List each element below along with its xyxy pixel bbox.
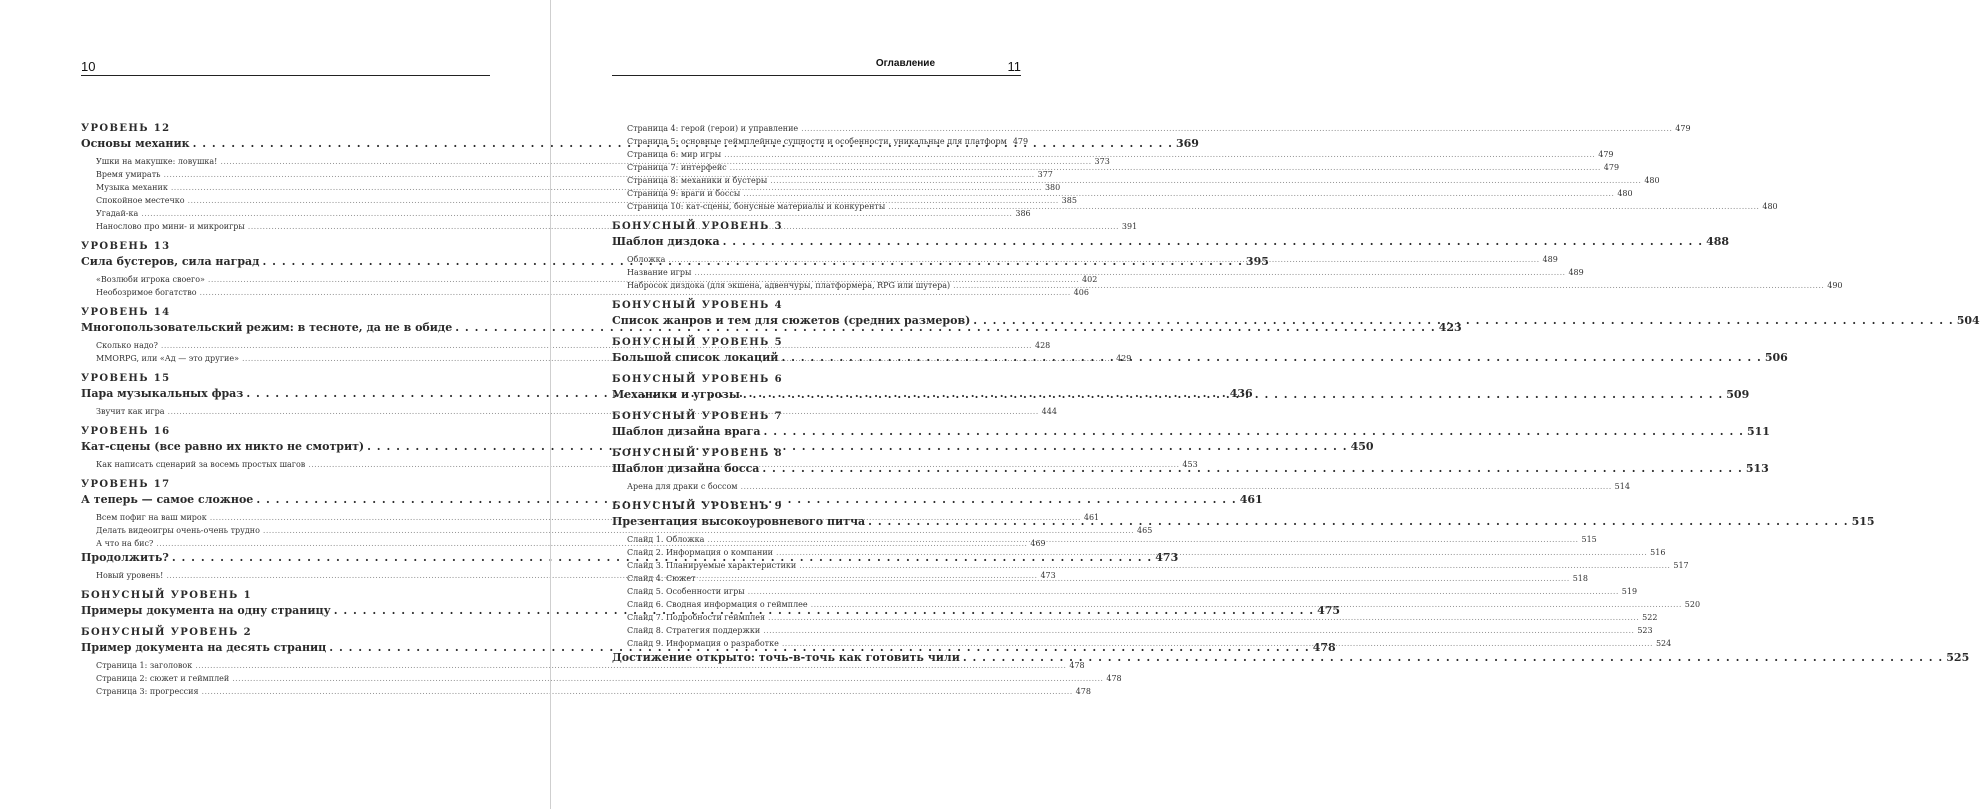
- subentry-title: Страница 3: прогрессия: [96, 687, 199, 696]
- chapter-title: Список жанров и тем для сюжетов (средних размеров): [612, 314, 971, 327]
- subentry-title: Набросок диздока (для экшена, адвенчуры, платформера, RPG или шутера): [627, 281, 951, 290]
- toc-spacer: [612, 366, 1021, 373]
- subentry-page-number: 479: [1598, 150, 1614, 159]
- subentry-title: Страница 4: герой (герои) и управление: [627, 124, 799, 133]
- dot-leader: [799, 559, 1670, 572]
- chapter-title: Продолжить?: [81, 551, 169, 564]
- chapter-title: Шаблон дизайна врага: [612, 425, 761, 438]
- subentry-title: Угадай-ка: [96, 209, 139, 218]
- toc-level-heading: БОНУСНЫЙ УРОВЕНЬ 9: [612, 501, 783, 512]
- subentry-page-number: 402: [1082, 275, 1098, 284]
- subentry-title: Страница 5: основные геймплейные сущности и особенности, уникальные для платформ: [627, 137, 1007, 146]
- toc-spacer: [612, 292, 1021, 299]
- subentry-page-number: 444: [1041, 407, 1057, 416]
- dot-leader: [694, 266, 1565, 279]
- subentry-title: Страница 9: враги и боссы: [627, 189, 741, 198]
- subentry-title: Слайд 9. Информация о разработке: [627, 639, 779, 648]
- subentry-page-number: 479: [1603, 163, 1620, 172]
- toc-level-heading: БОНУСНЫЙ УРОВЕНЬ 7: [612, 411, 783, 422]
- subentry-title: Как написать сценарий за восемь простых шагов: [96, 460, 306, 469]
- subentry-title: «Возлюби игрока своего»: [96, 275, 205, 284]
- dot-leader: [973, 313, 1953, 329]
- subentry-page-number: 480: [1617, 189, 1633, 198]
- chapter-page-number: 461: [1239, 493, 1263, 506]
- subentry-page-number: 429: [1116, 354, 1132, 363]
- toc-subentry: [612, 266, 1584, 279]
- subentry-title: Слайд 6. Сводная информация о геймплее: [627, 600, 808, 609]
- subentry-page-number: 428: [1035, 341, 1051, 350]
- subentry-title: Всем пофиг на ваш мирок: [96, 513, 207, 522]
- toc-spacer: [612, 329, 1021, 336]
- toc-spacer: [81, 418, 490, 425]
- subentry-page-number: 480: [1644, 176, 1660, 185]
- subentry-title: MMORPG, или «Ад — это другие»: [96, 354, 239, 363]
- right-page-header: [612, 58, 1021, 76]
- chapter-title: Достижение открыто: точь-в-точь как готовить чили: [612, 651, 960, 664]
- dot-leader: [730, 161, 1601, 174]
- subentry-title: Название игры: [627, 268, 692, 277]
- toc-spacer: [81, 233, 490, 240]
- subentry-title: Слайд 8. Стратегия поддержки: [627, 626, 761, 635]
- subentry-page-number: 479: [1012, 137, 1029, 146]
- toc-subentry: [81, 685, 1091, 698]
- subentry-page-number: 489: [1542, 255, 1558, 264]
- toc-subentry: [612, 148, 1614, 161]
- dot-leader: [699, 572, 1570, 585]
- toc-spacer: [81, 619, 490, 626]
- toc-level-heading: УРОВЕНЬ 14: [81, 307, 171, 318]
- subentry-page-number: 453: [1182, 460, 1198, 469]
- subentry-title: Новый уровень!: [96, 571, 164, 580]
- chapter-page-number: 369: [1175, 137, 1199, 150]
- subentry-page-number: 385: [1061, 196, 1077, 205]
- chapter-page-number: 509: [1726, 388, 1750, 401]
- dot-leader: [743, 187, 1614, 200]
- subentry-page-number: 479: [1675, 124, 1691, 133]
- dot-leader: [723, 234, 1703, 250]
- subentry-page-number: 406: [1073, 288, 1089, 297]
- toc-subentry: [81, 672, 1122, 685]
- toc-subentry: [612, 624, 1653, 637]
- subentry-title: Страница 10: кат-сцены, бонусные материалы и конкуренты: [627, 202, 886, 211]
- toc-subentry: [81, 659, 1085, 672]
- chapter-title: Пример документа на десять страниц: [81, 641, 327, 654]
- dot-leader: [868, 514, 1848, 530]
- dot-leader: [707, 533, 1578, 546]
- dot-leader: [764, 424, 1744, 440]
- subentry-page-number: 490: [1827, 281, 1843, 290]
- chapter-title: Многопользовательский режим: в тесноте, да не в обиде: [81, 321, 453, 334]
- chapter-page-number: 506: [1764, 351, 1788, 364]
- toc-level-heading: БОНУСНЫЙ УРОВЕНЬ 3: [612, 221, 783, 232]
- left-page-header: [81, 58, 490, 76]
- subentry-title: Страница 2: сюжет и геймплей: [96, 674, 230, 683]
- subentry-title: Нанослово про мини- и микроигры: [96, 222, 245, 231]
- subentry-page-number: 478: [1106, 674, 1122, 683]
- toc-subentry: [612, 480, 1630, 493]
- right-page-number: 11: [1007, 59, 1021, 74]
- subentry-title: Звучит как игра: [96, 407, 165, 416]
- dot-leader: [781, 350, 1761, 366]
- toc-subentry: [612, 585, 1638, 598]
- toc-subentry: [612, 135, 1029, 148]
- subentry-title: Страница 7: интерфейс: [627, 163, 727, 172]
- toc-level-heading: БОНУСНЫЙ УРОВЕНЬ 6: [612, 374, 783, 385]
- chapter-title: Кат-сцены (все равно их никто не смотрит): [81, 440, 365, 453]
- chapter-title: Механики и угрозы: [612, 388, 740, 401]
- toc-level-heading: БОНУСНЫЙ УРОВЕНЬ 2: [81, 627, 252, 638]
- dot-leader: [888, 200, 1759, 213]
- dot-leader: [762, 461, 1742, 477]
- subentry-title: А что на бис?: [96, 539, 154, 548]
- subentry-page-number: 469: [1030, 539, 1046, 548]
- toc-spacer: [81, 365, 490, 372]
- dot-leader: [743, 387, 1723, 403]
- subentry-page-number: 377: [1037, 170, 1053, 179]
- dot-leader: [953, 279, 1824, 292]
- toc-level-heading: УРОВЕНЬ 16: [81, 426, 171, 437]
- subentry-title: Делать видеоигры очень-очень трудно: [96, 526, 260, 535]
- subentry-page-number: 480: [1762, 202, 1778, 211]
- subentry-title: Спокойное местечко: [96, 196, 185, 205]
- toc-level-heading: БОНУСНЫЙ УРОВЕНЬ 8: [612, 448, 783, 459]
- running-header-title: Оглавление: [875, 58, 935, 69]
- subentry-page-number: 522: [1642, 613, 1658, 622]
- chapter-page-number: 450: [1350, 440, 1374, 453]
- chapter-title: Основы механик: [81, 137, 190, 150]
- subentry-page-number: 461: [1083, 513, 1100, 522]
- subentry-title: Страница 8: механики и бустеры: [627, 176, 768, 185]
- subentry-page-number: 515: [1581, 535, 1597, 544]
- toc-subentry: [612, 559, 1689, 572]
- chapter-page-number: 473: [1155, 551, 1179, 564]
- toc-subentry: [81, 207, 1031, 220]
- subentry-page-number: 519: [1621, 587, 1638, 596]
- toc-level-heading: УРОВЕНЬ 13: [81, 241, 171, 252]
- subentry-page-number: 518: [1572, 574, 1588, 583]
- subentry-title: Обложка: [627, 255, 666, 264]
- subentry-title: Слайд 4. Сюжет: [627, 574, 696, 583]
- chapter-page-number: 395: [1245, 255, 1269, 268]
- toc-subentry: [612, 611, 1658, 624]
- chapter-page-number: 475: [1317, 604, 1341, 617]
- dot-leader: [748, 585, 1619, 598]
- dot-leader: [811, 598, 1682, 611]
- toc-chapter-entry: [612, 424, 1770, 440]
- subentry-title: Слайд 3. Планируемые характеристики: [627, 561, 797, 570]
- subentry-page-number: 478: [1069, 661, 1085, 670]
- subentry-title: Необозримое богатство: [96, 288, 197, 297]
- subentry-page-number: 473: [1040, 571, 1056, 580]
- subentry-page-number: 514: [1614, 482, 1630, 491]
- dot-leader: [770, 174, 1641, 187]
- subentry-page-number: 517: [1673, 561, 1689, 570]
- subentry-title: Время умирать: [96, 170, 161, 179]
- toc-spacer: [81, 471, 490, 478]
- chapter-title: Презентация высокоуровневого питча: [612, 515, 866, 528]
- subentry-page-number: 380: [1044, 183, 1061, 192]
- subentry-title: Музыка механик: [96, 183, 168, 192]
- dot-leader: [724, 148, 1595, 161]
- dot-leader: [801, 122, 1672, 135]
- subentry-title: Ушки на макушке: ловушка!: [96, 157, 218, 166]
- chapter-page-number: 504: [1956, 314, 1980, 327]
- toc-spacer: [612, 403, 1021, 410]
- toc-spacer: [81, 299, 490, 306]
- toc-subentry: [81, 524, 1153, 537]
- chapter-title: Примеры документа на одну страницу: [81, 604, 331, 617]
- subentry-page-number: 478: [1075, 687, 1091, 696]
- subentry-page-number: 520: [1684, 600, 1701, 609]
- chapter-page-number: 488: [1706, 235, 1730, 248]
- toc-spacer: [612, 493, 1021, 500]
- subentry-page-number: 386: [1015, 209, 1031, 218]
- chapter-page-number: 525: [1946, 651, 1970, 664]
- dot-leader: [763, 624, 1634, 637]
- dot-leader: [741, 480, 1612, 493]
- chapter-title: Шаблон дизайна босса: [612, 462, 760, 475]
- toc-subentry: [81, 286, 1089, 299]
- chapter-page-number: 478: [1312, 641, 1336, 654]
- chapter-title: Сила бустеров, сила наград: [81, 255, 260, 268]
- toc-spacer: [612, 440, 1021, 447]
- chapter-page-number: 423: [1438, 321, 1462, 334]
- chapter-title: Пара музыкальных фраз: [81, 387, 244, 400]
- subentry-page-number: 373: [1094, 157, 1110, 166]
- toc-spacer: [81, 582, 490, 589]
- subentry-title: Слайд 1. Обложка: [627, 535, 705, 544]
- subentry-title: Арена для драки с боссом: [627, 482, 738, 491]
- subentry-title: Страница 6: мир игры: [627, 150, 722, 159]
- subentry-page-number: 465: [1137, 526, 1153, 535]
- chapter-title: Большой список локаций: [612, 351, 779, 364]
- toc-level-heading: УРОВЕНЬ 17: [81, 479, 171, 490]
- left-page-number: 10: [81, 59, 96, 74]
- chapter-page-number: 513: [1745, 462, 1769, 475]
- subentry-page-number: 516: [1650, 548, 1666, 557]
- toc-chapter-entry: [612, 234, 1730, 250]
- chapter-title: Шаблон диздока: [612, 235, 720, 248]
- toc-level-heading: УРОВЕНЬ 15: [81, 373, 171, 384]
- subentry-title: Слайд 5. Особенности игры: [627, 587, 745, 596]
- dot-leader: [963, 650, 1943, 666]
- toc-level-heading: УРОВЕНЬ 12: [81, 123, 171, 134]
- subentry-page-number: 489: [1568, 268, 1584, 277]
- subentry-page-number: 523: [1637, 626, 1653, 635]
- subentry-title: Сколько надо?: [96, 341, 158, 350]
- toc-level-heading: БОНУСНЫЙ УРОВЕНЬ 1: [81, 590, 252, 601]
- subentry-page-number: 391: [1121, 222, 1138, 231]
- dot-leader: [668, 253, 1539, 266]
- dot-leader: [776, 546, 1647, 559]
- subentry-title: Слайд 7. Подробности геймплея: [627, 613, 766, 622]
- chapter-title: А теперь — самое сложное: [81, 493, 254, 506]
- toc-level-heading: БОНУСНЫЙ УРОВЕНЬ 5: [612, 337, 783, 348]
- subentry-title: Слайд 2. Информация о компании: [627, 548, 774, 557]
- toc-spacer: [612, 213, 1021, 220]
- dot-leader: [768, 611, 1639, 624]
- chapter-page-number: 436: [1229, 387, 1253, 400]
- dot-leader: [782, 637, 1653, 650]
- subentry-page-number: 524: [1655, 639, 1672, 648]
- toc-level-heading: БОНУСНЫЙ УРОВЕНЬ 4: [612, 300, 783, 311]
- subentry-title: Страница 1: заголовок: [96, 661, 193, 670]
- chapter-page-number: 511: [1746, 425, 1770, 438]
- chapter-page-number: 515: [1851, 515, 1875, 528]
- toc-subentry: [612, 122, 1691, 135]
